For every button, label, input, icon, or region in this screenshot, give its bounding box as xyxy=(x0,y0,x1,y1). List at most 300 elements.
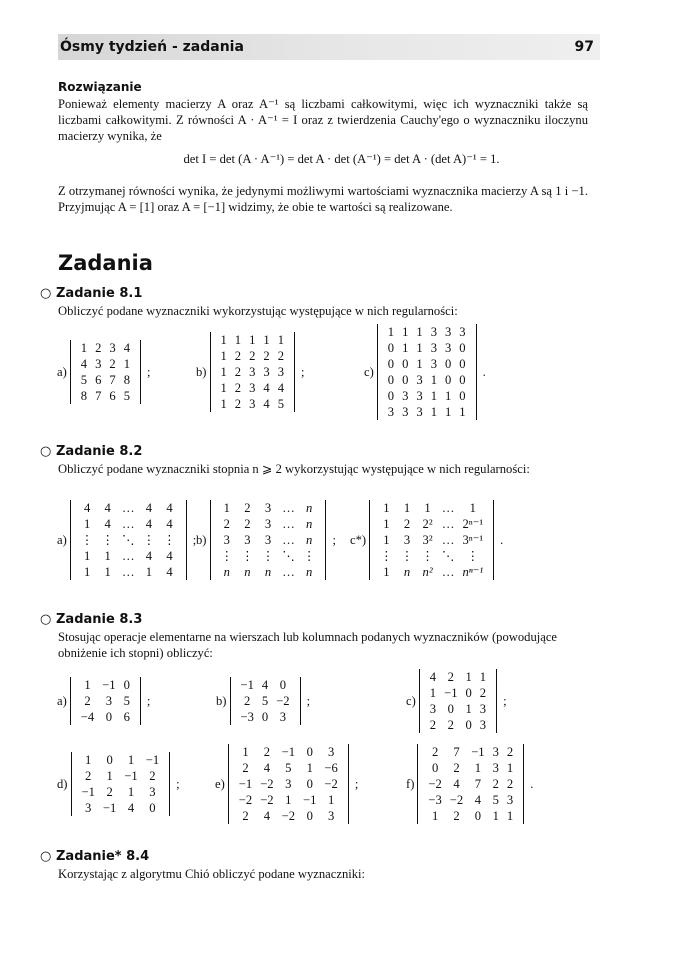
bullet-circle-icon: ○ xyxy=(40,849,52,864)
matrix-cell: 2 xyxy=(431,745,439,759)
matrix-cell: −1 xyxy=(81,785,95,799)
matrix-cell: −2 xyxy=(276,694,290,708)
matrix-cell: −2 xyxy=(260,777,274,791)
matrix-cell: 0 xyxy=(306,777,313,791)
matrix-cell: 2 xyxy=(277,349,284,363)
matrix-row xyxy=(384,388,470,404)
matrix-cell: 2 xyxy=(234,381,242,395)
matrix-row xyxy=(235,808,342,824)
matrix-cell: 1 xyxy=(444,405,452,419)
matrix-cell: 2 xyxy=(249,349,256,363)
matrix-cell: 2 xyxy=(429,718,437,732)
matrix-cell: n xyxy=(223,565,230,579)
matrix-cell: 4 xyxy=(80,357,88,371)
separator: . xyxy=(482,364,486,379)
matrix-group xyxy=(406,744,533,824)
matrix-group xyxy=(196,500,336,580)
part-label: c) xyxy=(364,364,374,379)
matrix-row xyxy=(376,564,487,580)
matrix-cell: ⋮ xyxy=(421,549,434,563)
matrix-cell: 2 xyxy=(479,686,487,700)
separator: . xyxy=(500,532,504,547)
matrix-cell: 1 xyxy=(431,809,439,823)
matrix-cell: … xyxy=(282,501,295,515)
separator: . xyxy=(530,776,534,791)
matrix-cell: 1 xyxy=(383,533,390,547)
matrix-cell: ⋮ xyxy=(380,549,393,563)
matrix-cell: 3 xyxy=(430,357,437,371)
matrix-cell: 2 xyxy=(263,745,271,759)
matrix-cell: 3 xyxy=(387,405,395,419)
determinant xyxy=(417,744,524,824)
matrix-cell: 7 xyxy=(109,373,116,387)
matrix-cell: … xyxy=(282,517,295,531)
matrix-cell: 3 xyxy=(249,397,256,411)
task-description: Obliczyć podane wyznaczniki wykorzystując występujące w nich regularności: xyxy=(58,304,458,318)
matrix-cell: −1 xyxy=(102,801,117,815)
bullet-circle-icon: ○ xyxy=(40,612,52,627)
matrix-cell: 0 xyxy=(105,710,113,724)
matrix-cell: 3 xyxy=(264,501,272,515)
matrix-cell: 0 xyxy=(402,373,409,387)
matrix-cell: 0 xyxy=(444,357,452,371)
matrix-cell: 3 xyxy=(327,745,335,759)
matrix-cell: 1 xyxy=(429,686,437,700)
matrix-cell: 2 xyxy=(242,761,249,775)
task-description: Stosując operacje elementarne na wierszach lub kolumnach podanych wyznaczników (powodujące obniżenie ich stopni) obliczyć: xyxy=(58,630,558,660)
task-heading xyxy=(40,286,142,301)
matrix-cell: ⋮ xyxy=(220,549,234,563)
matrix-row xyxy=(217,380,288,396)
matrix-cell: 2 xyxy=(95,341,102,355)
matrix-cell: 1 xyxy=(249,333,256,347)
matrix-cell: 1 xyxy=(263,333,270,347)
matrix-cell: 1 xyxy=(84,678,91,692)
part-label: c) xyxy=(406,693,416,708)
matrix-row xyxy=(376,532,487,548)
determinant xyxy=(419,669,497,733)
matrix-cell: 1 xyxy=(387,325,395,339)
matrix-cell: 0 xyxy=(387,357,395,371)
matrix-cell: 1 xyxy=(383,517,390,531)
separator: ; xyxy=(146,364,151,379)
matrix-cell: −2 xyxy=(260,793,274,807)
matrix-cell: −3 xyxy=(240,710,254,724)
matrix-cell: 1 xyxy=(416,357,423,371)
matrix-cell: … xyxy=(441,565,455,579)
matrix-cell: 4 xyxy=(145,501,153,515)
part-label: a) xyxy=(57,364,67,379)
matrix-cell: … xyxy=(121,565,135,579)
matrix-cell: 2 xyxy=(84,694,91,708)
matrix-row xyxy=(77,500,180,516)
matrix-cell: 1 xyxy=(402,325,409,339)
matrix-cell: ⋮ xyxy=(80,533,94,547)
matrix-cell: 0 xyxy=(459,389,466,403)
matrix-row xyxy=(77,356,134,372)
matrix-row xyxy=(78,784,164,800)
matrix-cell: 5 xyxy=(123,694,130,708)
matrix-row xyxy=(77,564,180,580)
matrix-cell: −4 xyxy=(80,710,95,724)
matrix-row xyxy=(424,776,517,792)
matrix-cell: 2 xyxy=(453,761,460,775)
task-heading xyxy=(40,612,142,627)
chapter-title: Ósmy tydzień - zadania xyxy=(60,39,244,55)
part-label: a) xyxy=(57,532,67,547)
matrix-cell: 3 xyxy=(264,517,272,531)
matrix-cell: 1 xyxy=(277,333,284,347)
page-number: 97 xyxy=(574,39,594,55)
matrix-cell: 1 xyxy=(234,333,242,347)
matrix-row xyxy=(237,709,294,725)
matrix-cell: 3 xyxy=(403,533,411,547)
matrix-row xyxy=(376,548,487,564)
matrix-cell: 0 xyxy=(447,702,454,716)
matrix-cell: 3 xyxy=(279,710,287,724)
matrix-cell: 0 xyxy=(306,745,313,759)
matrix-row xyxy=(426,717,490,733)
matrix-cell: 3 xyxy=(277,365,284,379)
solution-heading: Rozwiązanie xyxy=(58,80,142,94)
matrix-row xyxy=(77,693,134,709)
matrix-row xyxy=(77,340,134,356)
matrix-cell: 5 xyxy=(285,761,292,775)
matrix-row xyxy=(78,768,164,784)
matrix-cell: −1 xyxy=(102,678,116,692)
matrix-cell: n xyxy=(306,501,313,515)
matrix-cell: 1 xyxy=(83,549,91,563)
part-label: c*) xyxy=(350,532,367,547)
matrix-cell: 0 xyxy=(387,341,395,355)
matrix-cell: 5 xyxy=(123,389,130,403)
matrix-row xyxy=(78,800,164,816)
matrix-cell: 3 xyxy=(264,533,272,547)
matrix-cell: −1 xyxy=(281,745,296,759)
matrix-group xyxy=(406,669,507,733)
matrix-row xyxy=(77,709,134,725)
matrix-cell: 3 xyxy=(444,325,452,339)
separator: ; xyxy=(354,776,359,791)
matrix-row xyxy=(237,677,294,693)
matrix-cell: 2 xyxy=(244,517,251,531)
matrix-cell: 1 xyxy=(383,565,390,579)
determinant xyxy=(210,500,327,580)
matrix-cell: 0 xyxy=(465,718,472,732)
matrix-cell: 8 xyxy=(80,389,88,403)
matrix-cell: ⋮ xyxy=(466,549,480,563)
matrix-cell: 1 xyxy=(430,389,437,403)
matrix-row xyxy=(376,516,487,532)
matrix-row xyxy=(235,744,342,760)
matrix-cell: ⋮ xyxy=(261,549,275,563)
matrix-row xyxy=(217,548,320,564)
matrix-cell: 1 xyxy=(383,501,390,515)
matrix-cell: 3ⁿ⁻¹ xyxy=(462,533,484,547)
matrix-cell: … xyxy=(441,533,455,547)
matrix-cell: ⋮ xyxy=(142,533,156,547)
matrix-cell: 3² xyxy=(422,533,433,547)
matrix-cell: 1 xyxy=(104,549,111,563)
matrix-cell: 4 xyxy=(166,501,173,515)
separator: ; xyxy=(306,693,311,708)
matrix-cell: 1 xyxy=(416,341,423,355)
matrix-cell: 4 xyxy=(127,801,135,815)
matrix-row xyxy=(384,356,470,372)
matrix-cell: 4 xyxy=(474,793,482,807)
matrix-cell: 3 xyxy=(149,785,156,799)
matrix-cell: 3 xyxy=(416,405,423,419)
matrix-cell: 1 xyxy=(402,341,409,355)
matrix-cell: … xyxy=(282,533,295,547)
matrix-cell: 4 xyxy=(453,777,460,791)
matrix-cell: 2 xyxy=(85,769,92,783)
bullet-circle-icon: ○ xyxy=(40,286,52,301)
matrix-cell: 4 xyxy=(429,670,437,684)
matrix-cell: ⋮ xyxy=(163,533,176,547)
matrix-cell: 1 xyxy=(479,670,487,684)
matrix-cell: −1 xyxy=(303,793,317,807)
matrix-cell: 4 xyxy=(83,501,91,515)
matrix-cell: 0 xyxy=(444,373,452,387)
matrix-cell: 2 xyxy=(447,718,454,732)
matrix-cell: 4 xyxy=(123,341,130,355)
part-label: b) xyxy=(196,532,207,547)
matrix-cell: 3 xyxy=(506,793,514,807)
matrix-cell: −2 xyxy=(238,793,253,807)
task-title: Zadanie* 8.4 xyxy=(56,849,150,864)
matrix-cell: 3 xyxy=(285,777,292,791)
matrix-cell: 2 xyxy=(234,349,242,363)
matrix-row xyxy=(77,516,180,532)
determinant xyxy=(230,677,301,725)
matrix-cell: 2 xyxy=(403,517,411,531)
matrix-cell: 2 xyxy=(263,349,270,363)
separator: ; xyxy=(332,532,336,547)
matrix-cell: 1 xyxy=(83,565,91,579)
matrix-cell: 6 xyxy=(123,710,130,724)
matrix-cell: 1 xyxy=(220,381,227,395)
part-label: d) xyxy=(57,776,68,791)
matrix-cell: 4 xyxy=(277,381,284,395)
part-label: b) xyxy=(216,693,227,708)
matrix-row xyxy=(424,760,517,776)
matrix-cell: 6 xyxy=(95,373,102,387)
solution-formula: det I = det (A · A⁻¹) = det A · det (A⁻¹) = det A · (det A)⁻¹ = 1. xyxy=(183,152,500,166)
matrix-cell: 1 xyxy=(220,365,227,379)
matrix-cell: 1 xyxy=(459,405,466,419)
matrix-cell: 1 xyxy=(430,373,437,387)
determinant xyxy=(70,677,141,725)
matrix-cell: 0 xyxy=(261,710,269,724)
matrix-row xyxy=(217,364,288,380)
matrix-cell: 2 xyxy=(149,769,156,783)
matrix-cell: 1 xyxy=(506,761,514,775)
matrix-cell: 1 xyxy=(506,809,514,823)
matrix-cell: 4 xyxy=(263,809,271,823)
matrix-cell: 3 xyxy=(430,325,437,339)
matrix-group xyxy=(215,744,358,824)
separator: ; xyxy=(192,532,197,547)
matrix-row xyxy=(424,744,517,760)
matrix-cell: 2 xyxy=(492,777,499,791)
task-title: Zadanie 8.1 xyxy=(56,286,143,301)
matrix-cell: 1 xyxy=(127,753,135,767)
matrix-cell: 3 xyxy=(416,373,423,387)
separator: ; xyxy=(503,693,507,708)
matrix-cell: ⋮ xyxy=(241,549,254,563)
matrix-cell: … xyxy=(121,517,135,531)
matrix-cell: 4 xyxy=(166,549,173,563)
matrix-cell: 1 xyxy=(474,761,482,775)
matrix-row xyxy=(384,340,470,356)
separator: ; xyxy=(176,776,180,791)
matrix-row xyxy=(217,500,320,516)
matrix-cell: 1 xyxy=(127,785,135,799)
matrix-row xyxy=(384,324,470,340)
matrix-cell: n xyxy=(244,565,251,579)
matrix-cell: 3 xyxy=(430,341,437,355)
matrix-cell: 4 xyxy=(166,565,173,579)
matrix-cell: 0 xyxy=(149,801,156,815)
matrix-group xyxy=(57,677,150,725)
task-description: Obliczyć podane wyznaczniki stopnia n ⩾ 2 wykorzystując występujące w nich regularności: xyxy=(58,462,530,476)
part-label: f) xyxy=(406,776,415,791)
matrix-cell: 2 xyxy=(244,694,251,708)
matrix-cell: 0 xyxy=(387,389,395,403)
matrix-cell: n xyxy=(403,565,411,579)
matrix-cell: 1 xyxy=(83,517,91,531)
matrix-row xyxy=(78,752,164,768)
matrix-cell: 3 xyxy=(429,702,437,716)
matrix-group xyxy=(57,340,150,404)
matrix-cell: 2 xyxy=(447,670,454,684)
matrix-cell: 2 xyxy=(234,397,242,411)
matrix-cell: 3 xyxy=(402,405,409,419)
task-title: Zadanie 8.3 xyxy=(56,612,143,627)
matrix-cell: −1 xyxy=(145,753,160,767)
matrix-cell: −1 xyxy=(124,769,138,783)
matrix-row xyxy=(376,500,487,516)
matrix-cell: 4 xyxy=(104,517,111,531)
matrix-cell: −6 xyxy=(324,761,338,775)
matrix-cell: … xyxy=(441,501,455,515)
determinant xyxy=(71,752,171,816)
matrix-row xyxy=(217,332,288,348)
matrix-cell: n xyxy=(264,565,272,579)
matrix-cell: 1 xyxy=(220,349,227,363)
matrix-cell: n xyxy=(306,565,313,579)
matrix-cell: ⋱ xyxy=(121,533,135,547)
matrix-cell: 1 xyxy=(285,793,292,807)
task-heading xyxy=(40,444,142,459)
matrix-cell: 2 xyxy=(453,809,460,823)
task-title: Zadanie 8.2 xyxy=(56,444,143,459)
matrix-row xyxy=(217,564,320,580)
matrix-cell: 0 xyxy=(474,809,482,823)
matrix-cell: ⋮ xyxy=(400,549,414,563)
matrix-cell: 3 xyxy=(95,357,102,371)
matrix-row xyxy=(235,776,342,792)
matrix-cell: 4 xyxy=(263,381,270,395)
matrix-cell: … xyxy=(441,517,455,531)
matrix-cell: 1 xyxy=(223,501,230,515)
matrix-group xyxy=(57,752,180,816)
matrix-cell: 1 xyxy=(424,501,431,515)
matrix-cell: −1 xyxy=(444,686,458,700)
matrix-row xyxy=(217,516,320,532)
matrix-cell: 0 xyxy=(459,357,466,371)
matrix-row xyxy=(77,677,134,693)
matrix-cell: ⋱ xyxy=(441,549,455,563)
matrix-cell: 6 xyxy=(109,389,116,403)
matrix-cell: 7 xyxy=(453,745,460,759)
matrix-cell: 7 xyxy=(95,389,102,403)
matrix-cell: ⋮ xyxy=(101,533,114,547)
part-label: e) xyxy=(215,776,225,791)
matrix-cell: −3 xyxy=(428,793,442,807)
matrix-cell: 1 xyxy=(104,565,111,579)
matrix-cell: 4 xyxy=(104,501,111,515)
separator: ; xyxy=(300,364,305,379)
matrix-row xyxy=(424,808,517,824)
solution-paragraph-2: Z otrzymanej równości wynika, że jedynymi możliwymi wartościami wyznacznika macierzy A są 1 i −1. Przyjmując A = [1] oraz A = [−1] widzimy, że obie te wartości są realizowane. xyxy=(58,184,588,214)
matrix-row xyxy=(424,792,517,808)
matrix-cell: 2 xyxy=(244,501,251,515)
matrix-row xyxy=(77,532,180,548)
matrix-cell: 1 xyxy=(145,565,153,579)
matrix-cell: 1 xyxy=(85,753,92,767)
task-description: Korzystając z algorytmu Chió obliczyć podane wyznaczniki: xyxy=(58,867,366,881)
matrix-cell: −2 xyxy=(281,809,296,823)
matrix-cell: 3 xyxy=(105,694,113,708)
running-header xyxy=(58,34,600,60)
determinant xyxy=(70,500,187,580)
matrix-cell: 1 xyxy=(106,769,113,783)
matrix-row xyxy=(426,701,490,717)
determinant xyxy=(228,744,349,824)
matrix-row xyxy=(235,760,342,776)
matrix-cell: 0 xyxy=(306,809,313,823)
matrix-cell: 1 xyxy=(492,809,499,823)
matrix-cell: 0 xyxy=(431,761,439,775)
matrix-cell: 3 xyxy=(444,341,452,355)
matrix-cell: 2² xyxy=(422,517,433,531)
matrix-cell: 0 xyxy=(387,373,395,387)
matrix-cell: 2 xyxy=(106,785,113,799)
matrix-cell: 1 xyxy=(220,333,227,347)
matrix-row xyxy=(235,792,342,808)
matrix-cell: 2 xyxy=(223,517,230,531)
part-label: b) xyxy=(196,364,207,379)
matrix-cell: 1 xyxy=(242,745,249,759)
matrix-cell: 2 xyxy=(506,777,514,791)
separator: ; xyxy=(146,693,151,708)
matrix-cell: n xyxy=(306,517,313,531)
matrix-cell: 5 xyxy=(80,373,88,387)
matrix-cell: 0 xyxy=(279,678,287,692)
matrix-cell: ⋱ xyxy=(282,549,295,563)
part-label: a) xyxy=(57,693,67,708)
matrix-cell: … xyxy=(282,565,295,579)
matrix-cell: 1 xyxy=(469,501,476,515)
matrix-cell: −2 xyxy=(449,793,464,807)
matrix-group xyxy=(57,500,196,580)
matrix-cell: 3 xyxy=(479,702,487,716)
matrix-cell: 1 xyxy=(465,670,472,684)
determinant xyxy=(210,332,295,412)
matrix-cell: 3 xyxy=(402,389,409,403)
